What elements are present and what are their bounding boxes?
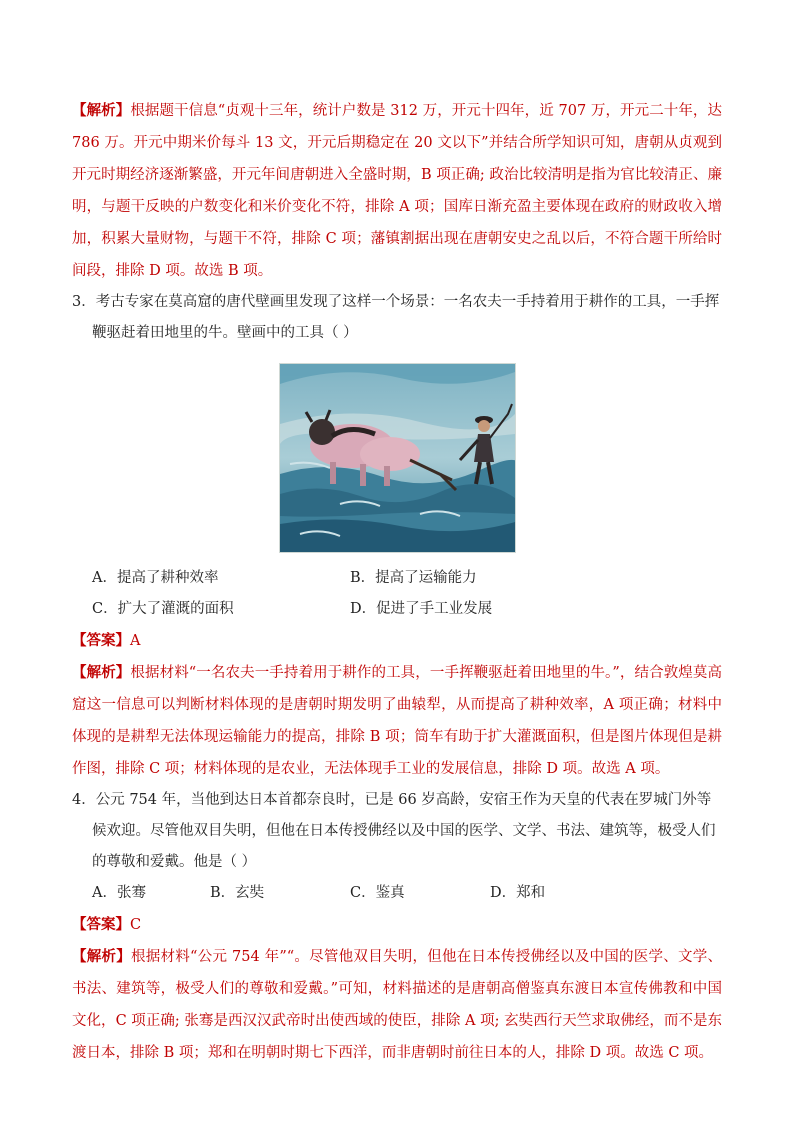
analysis-tag: 【解析】	[72, 664, 131, 681]
q3-analysis-text: 根据材料“一名农夫一手持着用于耕作的工具，一手挥鞭驱赶着田地里的牛。”，结合敦煌莫高窟这一信息可以判断材料体现的是唐朝时期发明了曲辕犁，从而提高了耕种效率，A 项正确；材料中体现的是耕犁无法体现运输能力的提高，排除 B 项；筒车有助于扩大灌溉面积，但是图片体现但是耕作图，排除 C 项；材料体现的是农业，无法体现手工业的发展信息，排除 D 项。故选 A 项。	[72, 665, 723, 777]
q3-answer-value: A	[130, 633, 141, 649]
q3-options-row-2	[72, 594, 722, 625]
q2-analysis	[72, 95, 722, 287]
page-content	[72, 95, 722, 1069]
analysis-tag: 【解析】	[72, 102, 131, 119]
q4-answer	[72, 909, 722, 941]
q3-stem: 3．考古专家在莫高窟的唐代壁画里发现了这样一个场景：一名农夫一手持着用于耕作的工具，一手挥鞭驱赶着田地里的牛。壁画中的工具（ ）	[72, 294, 720, 341]
q4-analysis	[72, 941, 722, 1069]
q3-analysis	[72, 657, 722, 785]
q4-analysis-text: 根据材料“公元 754 年”“。尽管他双目失明，但他在日本传授佛经以及中国的医学、文学、书法、建筑等，极受人们的尊敬和爱戴。”可知，材料描述的是唐朝高僧鉴真东渡日本宣传佛教和中国文化，C 项正确; 张骞是西汉汉武帝时出使西域的使臣，排除 A 项; 玄奘西行天竺求取佛经，而不是东渡日本，排除 B 项；郑和在明朝时期七下西洋，而非唐朝时前往日本的人，排除 D 项。故选 C 项。	[72, 949, 722, 1061]
q2-analysis-text: 根据题干信息“贞观十三年，统计户数是 312 万，开元十四年，近 707 万，开元二十年，达 786 万。开元中期米价每斗 13 文，开元后期稳定在 20 文以下”并结合所学知识可知，唐朝从贞观到开元时期经济逐渐繁盛，开元年间唐朝进入全盛时期，B 项正确; 政治比较清明是指为官比较清正、廉明，与题干反映的户数变化和米价变化不符，排除 A 项；国库日渐充盈主要体现在政府的财政收入增加，积累大量财物，与题干不符，排除 C 项；藩镇割据出现在唐朝安史之乱以后，不符合题干所给时间段，排除 D 项。故选 B 项。	[72, 103, 723, 279]
mural-ploughing-illustration	[280, 364, 515, 552]
answer-tag: 【答案】	[72, 632, 130, 649]
answer-tag: 【答案】	[72, 916, 130, 933]
q4-option-d: D．郑和	[490, 885, 546, 901]
q4-answer-value: C	[130, 917, 142, 933]
q3-option-b: B．提高了运输能力	[350, 570, 477, 586]
q3-answer	[72, 625, 722, 657]
q4-options-row	[72, 878, 722, 909]
q3-option-c: C．扩大了灌溉的面积	[92, 601, 234, 617]
q4-option-a: A．张骞	[92, 885, 146, 901]
q3-options-row-1	[72, 563, 722, 594]
q3-option-a: A．提高了耕种效率	[92, 570, 219, 586]
analysis-tag: 【解析】	[72, 948, 132, 965]
q4-option-c: C．鉴真	[350, 885, 405, 901]
q3-option-d: D．促进了手工业发展	[350, 601, 493, 617]
q4-stem: 4．公元 754 年，当他到达日本首都奈良时，已是 66 岁高龄，安宿王作为天皇的代表在罗城门外等候欢迎。尽管他双目失明，但他在日本传授佛经以及中国的医学、文学、书法、建筑等，极受人们的尊敬和爱戴。他是（ ）	[72, 792, 716, 870]
q4-option-b: B．玄奘	[210, 885, 265, 901]
mural-image	[279, 363, 516, 553]
